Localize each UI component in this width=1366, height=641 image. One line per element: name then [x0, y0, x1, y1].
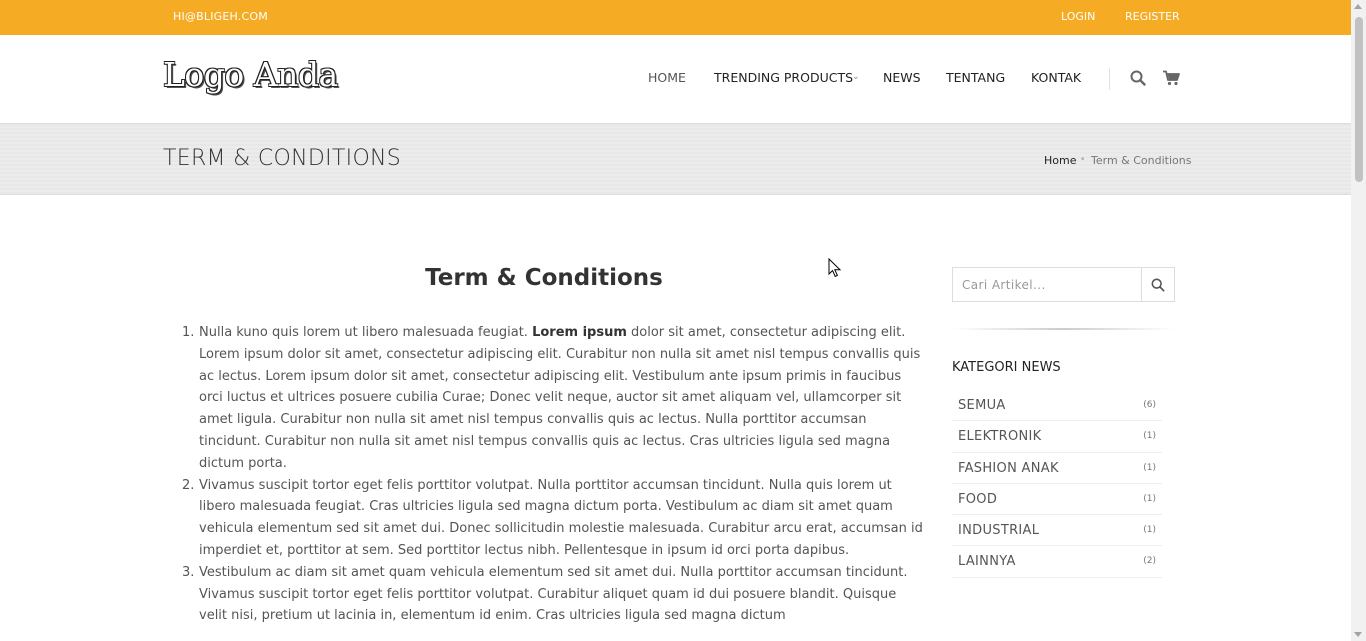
category-count: (1) — [1143, 493, 1156, 504]
scroll-down-icon[interactable] — [1354, 632, 1362, 637]
category-item[interactable] — [952, 484, 1162, 515]
category-name[interactable]: SEMUA — [958, 398, 1006, 413]
site-logo[interactable]: Logo Anda — [163, 55, 338, 94]
search-input[interactable] — [953, 268, 1141, 301]
list-number: 3. — [182, 564, 195, 580]
page-header — [0, 123, 1351, 195]
nav-kontak[interactable]: KONTAK — [1031, 70, 1082, 85]
category-name[interactable]: FOOD — [958, 491, 998, 507]
category-name[interactable]: ELEKTRONIK — [958, 429, 1042, 445]
category-title: KATEGORI NEWS — [952, 360, 1061, 375]
list-item — [168, 562, 928, 627]
list-item — [168, 322, 928, 475]
category-count: (1) — [1143, 431, 1156, 442]
page-scrollbar[interactable] — [1351, 0, 1366, 641]
page-title: TERM & CONDITIONS — [163, 146, 402, 171]
chevron-down-icon: ⌄ — [852, 72, 860, 82]
category-item[interactable] — [952, 515, 1162, 546]
scrollbar-thumb[interactable] — [1355, 17, 1363, 182]
register-link[interactable]: REGISTER — [1125, 10, 1180, 23]
contact-email-link[interactable]: HI@BLIGEH.COM — [173, 10, 268, 23]
terms-list — [168, 322, 928, 627]
category-count: (1) — [1143, 462, 1156, 473]
category-item[interactable] — [952, 453, 1162, 484]
nav-tentang[interactable]: TENTANG — [946, 70, 1006, 85]
list-number: 1. — [182, 325, 195, 340]
top-bar — [0, 0, 1351, 35]
site-header — [0, 35, 1351, 123]
term-text: Vestibulum ac diam sit amet quam vehicula elementum sed sit amet dui. Nulla porttitor accumsan tincidunt. Vivamus suscipit tortor eget felis porttitor volutpat. Curabitur aliquet quam id dui posuere blandit. Quisque velit nisi, pretium ut lacinia in, elementum id enim. Cras ultricies ligula sed magna dictum — [199, 564, 908, 624]
search-icon[interactable] — [1130, 70, 1146, 86]
nav-divider — [1109, 68, 1110, 90]
category-count: (2) — [1143, 556, 1156, 567]
category-item[interactable] — [952, 546, 1162, 577]
nav-news[interactable]: NEWS — [883, 70, 921, 85]
scroll-up-icon[interactable] — [1354, 4, 1362, 9]
category-name[interactable]: FASHION ANAK — [958, 460, 1059, 476]
search-button[interactable] — [1141, 268, 1174, 301]
term-bold-text: Lorem ipsum — [532, 325, 627, 340]
breadcrumb-current: Term & Conditions — [1091, 154, 1192, 167]
sidebar-divider — [952, 328, 1175, 330]
category-count: (6) — [1143, 400, 1156, 410]
cart-icon[interactable] — [1162, 70, 1180, 86]
breadcrumb-separator-icon: • — [1080, 155, 1086, 165]
category-count: (1) — [1143, 525, 1156, 536]
nav-home[interactable]: HOME — [648, 70, 686, 85]
nav-trending-products[interactable]: TRENDING PRODUCTS — [714, 70, 854, 85]
term-text: Nulla kuno quis lorem ut libero malesuada feugiat. — [199, 325, 533, 340]
search-icon — [1151, 278, 1165, 292]
content-title: Term & Conditions — [425, 265, 663, 291]
term-text: Vivamus suscipit tortor eget felis porttitor volutpat. Nulla porttitor accumsan tincidunt. Nulla quis lorem ut libero malesuada feugiat. Cras ultricies ligula sed magna dictum porta. Vestibulum ac diam sit amet quam vehicula elementum sed sit amet dui. Donec sollicitudin molestie malesuada. Curabitur arcu erat, accumsan id imperdiet et, porttitor at sem. Sed porttitor lectus nibh. Pellentesque in ipsum id orci porta dapibus. — [199, 477, 923, 558]
list-number: 2. — [182, 477, 195, 493]
category-name[interactable]: LAINNYA — [958, 554, 1016, 570]
sidebar-search — [952, 267, 1175, 302]
login-link[interactable]: LOGIN — [1061, 10, 1096, 23]
category-item[interactable] — [952, 390, 1162, 421]
category-item[interactable] — [952, 421, 1162, 452]
breadcrumb-home[interactable]: Home — [1044, 154, 1077, 167]
term-text: dolor sit amet, consectetur adipiscing elit. Lorem ipsum dolor sit amet, consectetur adipiscing elit. Curabitur non nulla sit amet nisl tempus convallis quis ac lectus. Lorem ipsum dolor sit amet, consectetur adipiscing elit. Vestibulum ante ipsum primis in faucibus orci luctus et ultrices posuere cubilia Curae; Donec velit neque, auctor sit amet aliquam vel, ullamcorper sit amet ligula. Curabitur non nulla sit amet nisl tempus convallis quis ac lectus. Nulla porttitor accumsan tincidunt. Curabitur non nulla sit amet nisl tempus convallis quis ac lectus. Cras ultricies ligula sed magna dictum porta. — [199, 325, 921, 471]
category-list — [952, 390, 1162, 578]
mouse-cursor-icon — [828, 258, 842, 278]
list-item — [168, 475, 928, 562]
category-name[interactable]: INDUSTRIAL — [958, 523, 1040, 539]
